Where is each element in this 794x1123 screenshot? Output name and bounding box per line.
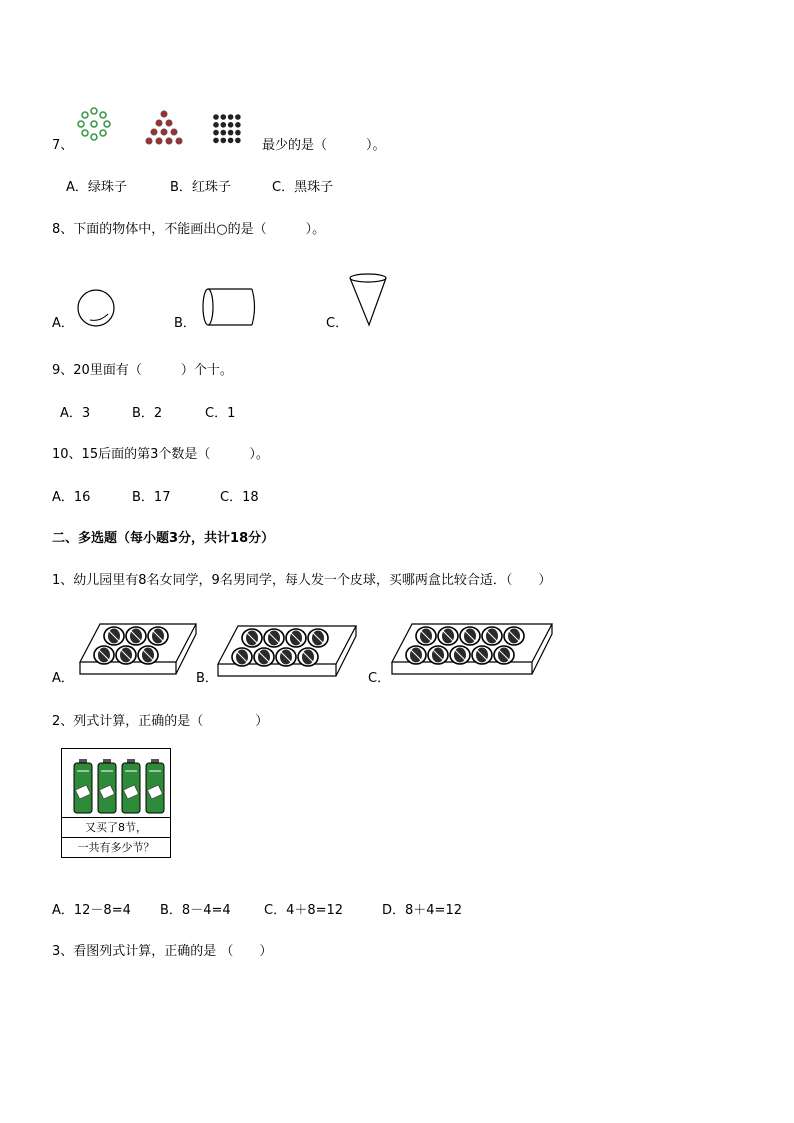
q8-label-a: A． xyxy=(52,316,74,331)
section-title: 二、多选题（每小题3分，共计18分） xyxy=(52,531,275,546)
ball-box-icon xyxy=(392,618,536,682)
black-beads-icon xyxy=(212,113,242,145)
ball-box-icon xyxy=(218,620,342,684)
cylinder-icon xyxy=(200,286,260,328)
m2-option-b: B．8－4=4 xyxy=(160,903,231,918)
m3-stem: 3、看图列式计算，正确的是 （ ） xyxy=(52,944,273,959)
q9-option-b: B．2 xyxy=(132,406,163,421)
m1-label-c: C． xyxy=(368,671,391,686)
green-beads-icon xyxy=(76,107,112,143)
q9-stem: 9、20里面有（ ）个十。 xyxy=(52,363,233,378)
q7-option-c: C．黑珠子 xyxy=(272,180,334,195)
m2-option-c: C．4＋8=12 xyxy=(264,903,344,918)
q8-label-b: B． xyxy=(174,316,196,331)
card-line-1: 又买了8节， xyxy=(62,817,170,838)
m1-label-b: B． xyxy=(196,671,218,686)
m2-option-d: D．8＋4=12 xyxy=(382,903,462,918)
sphere-icon xyxy=(76,288,116,328)
cone-icon xyxy=(348,272,390,328)
q7-stem: 最少的是（ ）。 xyxy=(262,138,386,153)
q7-number: 7、 xyxy=(52,138,74,153)
m1-label-a: A． xyxy=(52,671,74,686)
q9-option-c: C．1 xyxy=(205,406,236,421)
m1-stem: 1、幼儿园里有8名女同学，9名男同学，每人发一个皮球，买哪两盒比较合适．（ ） xyxy=(52,573,552,588)
battery-icon xyxy=(66,759,166,819)
battery-card xyxy=(61,748,171,858)
red-beads-icon xyxy=(144,110,184,146)
q7-option-a: A．绿珠子 xyxy=(66,180,127,195)
q9-option-a: A．3 xyxy=(60,406,91,421)
m2-option-a: A．12－8=4 xyxy=(52,903,131,918)
q10-option-c: C．18 xyxy=(220,490,259,505)
card-line-2: 一共有多少节？ xyxy=(62,837,170,858)
m2-stem: 2、列式计算，正确的是（ ） xyxy=(52,714,269,729)
q8-label-c: C． xyxy=(326,316,349,331)
q8-stem: 8、下面的物体中，不能画出○的是（ ）。 xyxy=(52,222,326,237)
q7-option-b: B．红珠子 xyxy=(170,180,231,195)
q10-option-a: A．16 xyxy=(52,490,91,505)
q10-option-b: B．17 xyxy=(132,490,171,505)
q10-stem: 10、15后面的第3个数是（ ）。 xyxy=(52,447,269,462)
ball-box-icon xyxy=(80,618,180,682)
